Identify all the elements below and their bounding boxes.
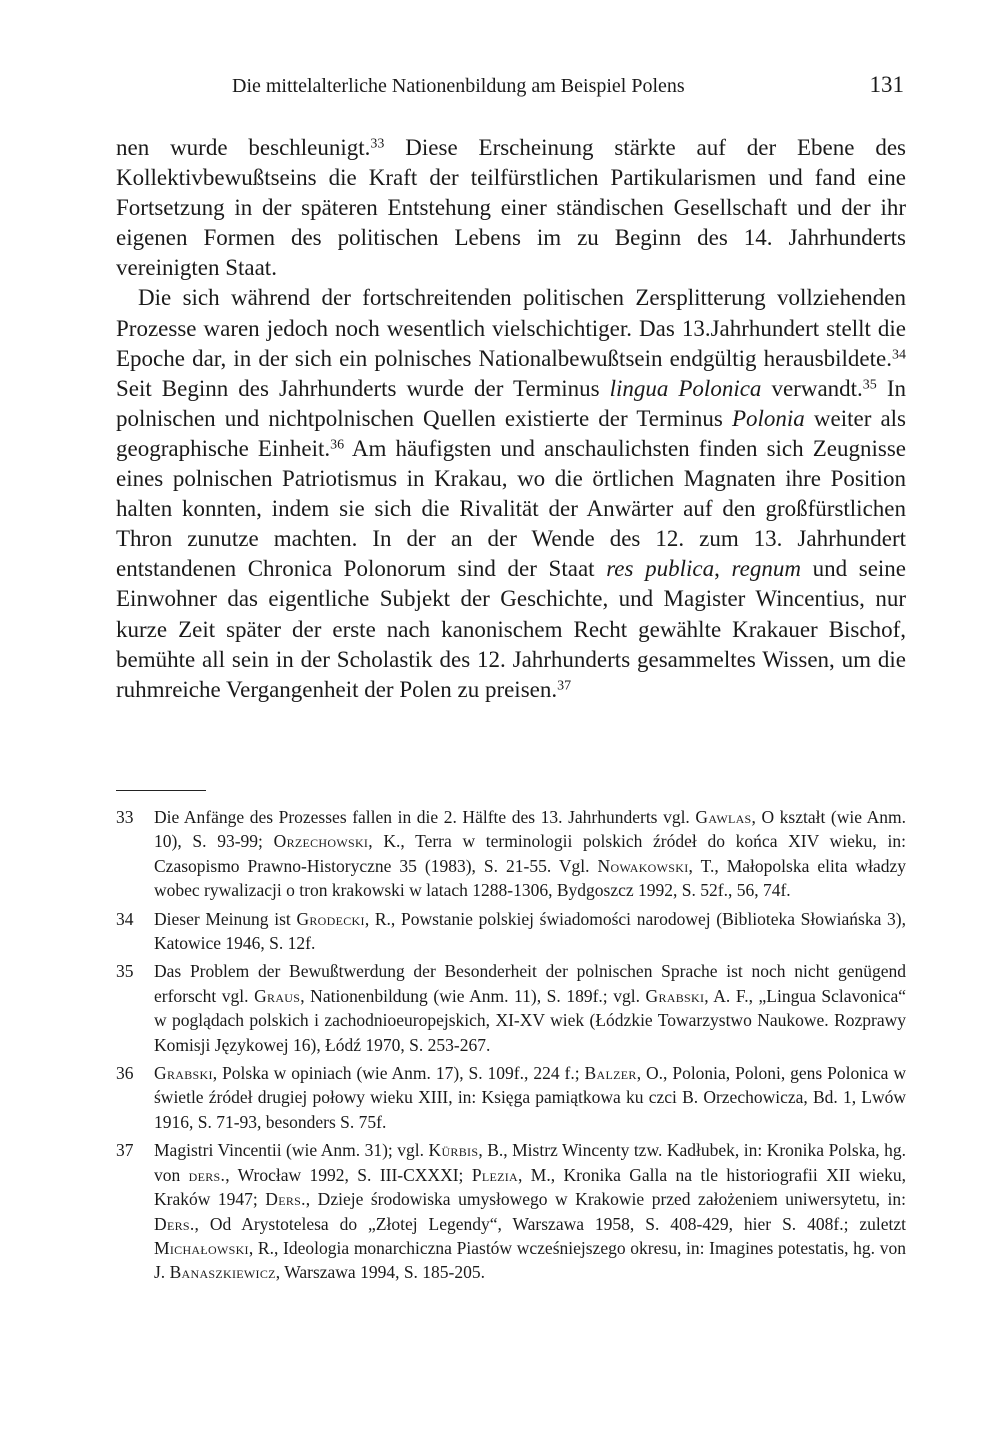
footnote-ref-37: 37	[557, 678, 572, 693]
text-run: nen wurde beschleunigt.	[116, 135, 371, 160]
term-lingua-polonica: lingua Polonica	[609, 375, 762, 401]
text-run: ,	[714, 556, 732, 582]
text-run: Diese Erscheinung stärkte auf der Ebene des Kollektivbewußtseins die Kraft der teilfürstlichen Partikularismen und fand eine Fortsetzung in der späteren Entstehung einer ständischen Gesellschaft und der ihr eigenen Formen des politischen Lebens im zu Beginn des 14. Jahrhunderts vereinigten Staat.	[116, 135, 906, 281]
footnote-number: 37	[116, 1140, 134, 1161]
footnote-number: 35	[116, 961, 134, 982]
text-run: und seine Einwohner das eigentliche Subjekt der Geschichte, und Magister Wincentius, nur kurze Zeit später der erste nach kanonischem Recht gewählte Krakauer Bischof, bemühte all sein in der Scholastik des 12. Jahrhunderts gesammeltes Wissen, um die ruhmreiche Vergangenheit der Polen zu preisen.	[116, 556, 906, 702]
footnote-number: 36	[116, 1063, 134, 1084]
term-res-publica: res publica	[606, 556, 715, 582]
term-polonia: Polonia	[731, 405, 805, 431]
text-run: Am häufigsten und anschaulichsten finden sich Zeugnisse eines polnischen Patriotismus in Krakau, wo die örtlichen Magnaten ihre Position halten konnten, indem sie sich die Rivalität der Anwärter auf den großfürstlichen Thron zunutze machten. In der an der Wende des 12. zum 13. Jahrhundert entstandenen Chronica Polonorum sind der Staat	[116, 435, 906, 582]
footnote-37	[116, 1138, 906, 1284]
footnote-text: Dieser Meinung ist Grodecki, R., Powstanie polskiej świadomości narodowej (Biblioteka Słowiańska 3), Katowice 1946, S. 12f.	[154, 908, 906, 954]
footnote-ref-33: 33	[370, 136, 385, 152]
footnote-text: Grabski, Polska w opiniach (wie Anm. 17), S. 109f., 224 f.; Balzer, O., Polonia, Poloni, gens Polonica w świetle źródeł drugiej połowy wieku XIII, in: Księga pamiątkowa ku czci B. Orzechowicza, Bd. 1, Lwów 1916, S. 71-93, besonders S. 75f.	[154, 1063, 907, 1132]
text-run: weiter als geographische Einheit.	[116, 405, 906, 461]
footnote-text: Das Problem der Bewußtwerdung der Besonderheit der polnischen Sprache ist noch nicht genügend erforscht vgl. Graus, Nationenbildung (wie Anm. 11), S. 189f.; vgl. Grabski, A. F., „Lingua Sclavonica“ w poglądach polskich i zachodnioeuropejskich, XI-XV wiek (Łódzkie Towarzystwo Naukowe. Rozprawy Komisji Językowej 16), Łódź 1970, S. 253-267.	[154, 961, 906, 1055]
running-title: Die mittelalterliche Nationenbildung am Beispiel Polens	[232, 75, 685, 97]
footnote-separator	[116, 790, 206, 791]
text-run: Die sich während der fortschreitenden politischen Zersplitterung vollziehenden Prozesse waren jedoch noch wesentlich vielschichtiger. Das 13.Jahrhundert stellt die Epoche dar, in der sich ein polnisches Nationalbewußtsein endgültig herausbildete.	[116, 285, 906, 371]
footnote-ref-36: 36	[330, 437, 345, 453]
footnote-number: 34	[116, 908, 134, 929]
footnote-33	[116, 805, 906, 903]
paragraph-1	[116, 133, 906, 283]
footnote-text: Magistri Vincentii (wie Anm. 31); vgl. Kürbis, B., Mistrz Wincenty tzw. Kadłubek, in: Kronika Polska, hg. von ders., Wrocław 1992, S. III-CXXXI; Plezia, M., Kronika Galla na tle historiografii XII wieku, Kraków 1947; Ders., Dzieje środowiska umysłowego w Krakowie przed założeniem uniwersytetu, in: Ders., Od Arystotelesa do „Złotej Legendy“, Warszawa 1958, S. 408-429, hier S. 408f.; zuletzt Michałowski, R., Ideologia monarchiczna Piastów wcześniejszego okresu, in: Imagines potestatis, hg. von J. Banaszkiewicz, Warszawa 1994, S. 185-205.	[154, 1140, 906, 1283]
footnote-35	[116, 959, 906, 1057]
footnote-34	[116, 907, 906, 956]
footnote-text: Die Anfänge des Prozesses fallen in die 2. Hälfte des 13. Jahrhunderts vgl. Gawlas, O kształt (wie Anm. 10), S. 93-99; Orzechowski, K., Terra w terminologii polskich źródeł do końca XIV wieku, in: Czasopismo Prawno-Historyczne 35 (1983), S. 21-55. Vgl. Nowakowski, T., Małopolska elita władzy wobec rywalizacji o tron krakowski w latach 1288-1306, Bydgoszcz 1992, S. 52f., 56, 74f.	[154, 807, 906, 901]
text-run: In polnischen und nichtpolnischen Quellen existierte der Terminus	[116, 375, 906, 431]
footnotes	[116, 805, 906, 1289]
running-header	[232, 72, 904, 98]
paragraph-2	[116, 283, 906, 704]
footnote-number: 33	[116, 807, 134, 827]
page-number: 131	[869, 72, 904, 97]
text-run: verwandt.	[761, 375, 863, 401]
footnote-36	[116, 1061, 906, 1134]
footnote-ref-35: 35	[862, 377, 877, 393]
body-text	[116, 133, 906, 705]
term-regnum: regnum	[731, 556, 801, 582]
text-run: Seit Beginn des Jahrhunderts wurde der Terminus	[116, 375, 610, 401]
footnote-ref-34: 34	[892, 346, 906, 362]
